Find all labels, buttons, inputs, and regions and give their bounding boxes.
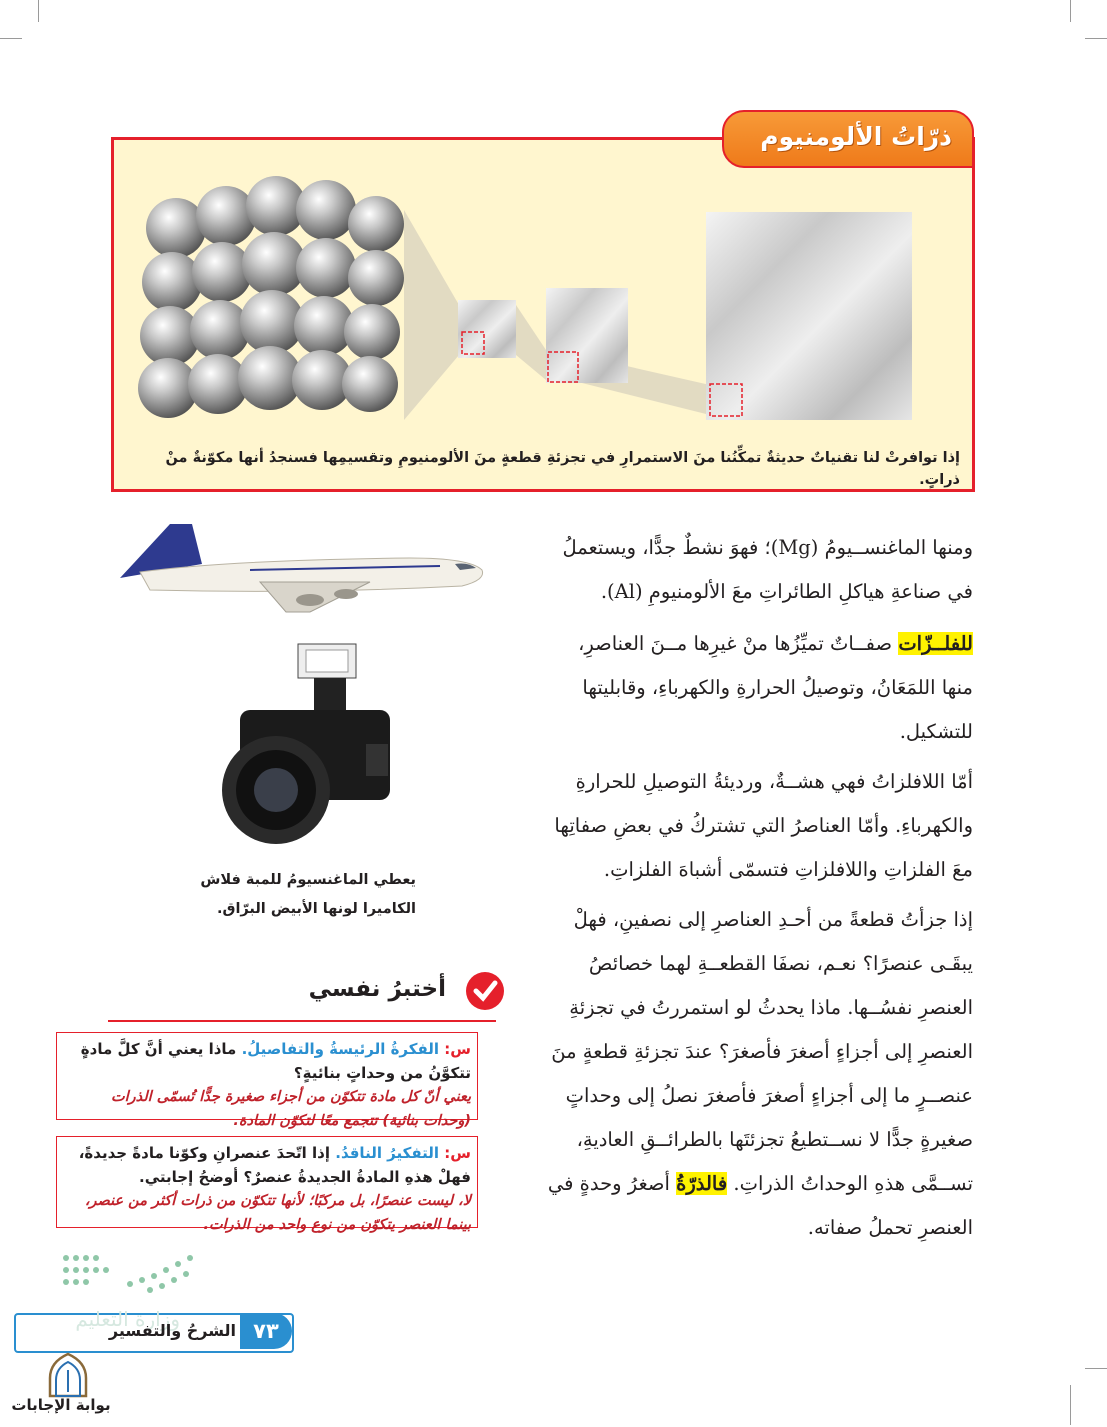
crop-mark bbox=[1085, 1368, 1107, 1369]
question-box-2 bbox=[56, 1136, 478, 1233]
question-2-label: س: bbox=[444, 1144, 471, 1162]
foil-small bbox=[458, 300, 516, 358]
ministry-name: وزارة التعليم bbox=[75, 1307, 180, 1331]
crop-mark bbox=[38, 0, 39, 22]
paragraph-atoms-end: أصغرُ وحدةٍ في العنصرِ تحملُ صفاته. bbox=[547, 1172, 973, 1239]
question-1-skill: الفكرةُ الرئيسةُ والتفاصيلُ. bbox=[241, 1040, 440, 1058]
term-atom: فالذرّةُ bbox=[676, 1172, 728, 1195]
check-icon bbox=[466, 972, 504, 1010]
page-number: ٧٣ bbox=[240, 1313, 292, 1349]
question-1-label: س: bbox=[444, 1040, 471, 1058]
paragraph-metals-text: صفــاتٌ تميِّزُها منْ غيرِها مــنَ العناصرِ، منها اللمَعَانُ، وتوصيلُ الحرارةِ والكهرباءِ، وقابليتها للتشكيل. bbox=[578, 632, 973, 743]
ministry-logo-icon bbox=[60, 1250, 200, 1300]
crop-mark bbox=[1070, 1385, 1071, 1425]
paragraph-atoms-text: إذا جزأتُ قطعةً من أحـدِ العناصرِ إلى نصفينِ، فهلْ يبقَـى عنصرًا؟ نعـم، نصفَا القطعــةِ لهما خصائصُ العنصرِ نفسُــها. ماذا يحدثُ لو استمررتُ في تجزئةِ العنصرِ إلى أجزاءٍ أصغرَ فأصغرَ؟ عندَ تجزئةِ قطعةٍ منَ عنصــرٍ ما إلى أجزاءٍ أصغرَ فأصغرَ نصلُ إلى وحداتٍ صغيرةٍ جدًّا لا نســتطيعُ تجزئتَها بالطرائــقِ العاديةِ، تســمَّى هذهِ الوحداتُ الذراتِ. bbox=[551, 908, 973, 1195]
crop-mark bbox=[1070, 0, 1071, 22]
answer-1: يعني أنّ كل مادة تتكوّن من أجزاء صغيرة جدًّا تُسمّى الذرات (وحدات بنائية) تتجمع معًا لتكوّن المادة. bbox=[110, 1089, 471, 1129]
term-metals: للفلــزّات bbox=[898, 632, 973, 655]
feature-title: ذرّاتُ الألومنيوم bbox=[760, 122, 952, 151]
aluminium-atoms-illustration bbox=[114, 140, 966, 440]
paragraph-magnesium: ومنها الماغنســيومُ (Mg)؛ فهوَ نشطٌ جدًّا، ويستعملُ في صناعةِ هياكلِ الطائراتِ معَ الألومنيومِ (Al). bbox=[562, 536, 973, 603]
atom-lattice bbox=[138, 176, 404, 418]
section-name: الشرحُ والتفسير bbox=[108, 1321, 236, 1340]
feature-caption: إذا توافرتْ لنا تقنياتٌ حديثةٌ تمكِّنُنا منَ الاستمرارِ في تجزئةِ قطعةٍ منَ الألومنيومِ وتقسيمِها فسنجدُ أنها مكوّنةٌ منْ ذراتٍ. bbox=[165, 450, 960, 488]
answer-2: لا، ليست عنصرًا، بل مركبًا؛ لأنها تتكوّن من ذرات أكثر من عنصر، بينما العنصر يتكوّن من نوع واحد من الذرات. bbox=[84, 1193, 471, 1233]
question-box-1 bbox=[56, 1032, 478, 1129]
divider bbox=[108, 1020, 496, 1022]
paragraph-atoms bbox=[543, 898, 973, 1250]
crop-mark bbox=[1085, 38, 1107, 39]
self-test-title: أختبرُ نفسي bbox=[308, 976, 446, 1002]
question-2-text: إذا اتّحدَ عنصرانِ وكوّنا مادةً جديدةً، فهلْ هذهِ المادةُ الجديدةُ عنصرٌ؟ أوضحُ إجابتي. bbox=[78, 1144, 471, 1186]
photo-caption: يعطي الماغنسيومُ للمبة فلاش الكاميرا لونها الأبيض البرّاق. bbox=[200, 872, 416, 917]
paragraph-nonmetals: أمّا اللافلزاتُ فهي هشــةٌ، ورديئةُ التوصيلِ للحرارةِ والكهرباءِ. وأمّا العناصرُ التي تشتركُ في بعضِ صفاتِها معَ الفلزاتِ واللافلزاتِ فتسمّى أشباهَ الفلزاتِ. bbox=[554, 770, 973, 881]
watermark-logo-icon bbox=[44, 1352, 92, 1398]
question-1-text: ماذا يعني أنَّ كلَّ مادةٍ تتكوَّنُ من وحداتٍ بنائيةٍ؟ bbox=[80, 1040, 471, 1082]
question-2-skill: التفكيرُ الناقدُ. bbox=[335, 1144, 440, 1162]
watermark-text: بوابة الإجابات bbox=[11, 1396, 111, 1414]
camera-image bbox=[216, 640, 392, 846]
airplane-image bbox=[110, 518, 490, 618]
foil-medium bbox=[546, 288, 628, 383]
question-1 bbox=[57, 1033, 477, 1085]
question-2 bbox=[57, 1137, 477, 1189]
paragraph-metals bbox=[543, 622, 973, 754]
crop-mark bbox=[0, 38, 22, 39]
foil-large bbox=[706, 212, 912, 420]
